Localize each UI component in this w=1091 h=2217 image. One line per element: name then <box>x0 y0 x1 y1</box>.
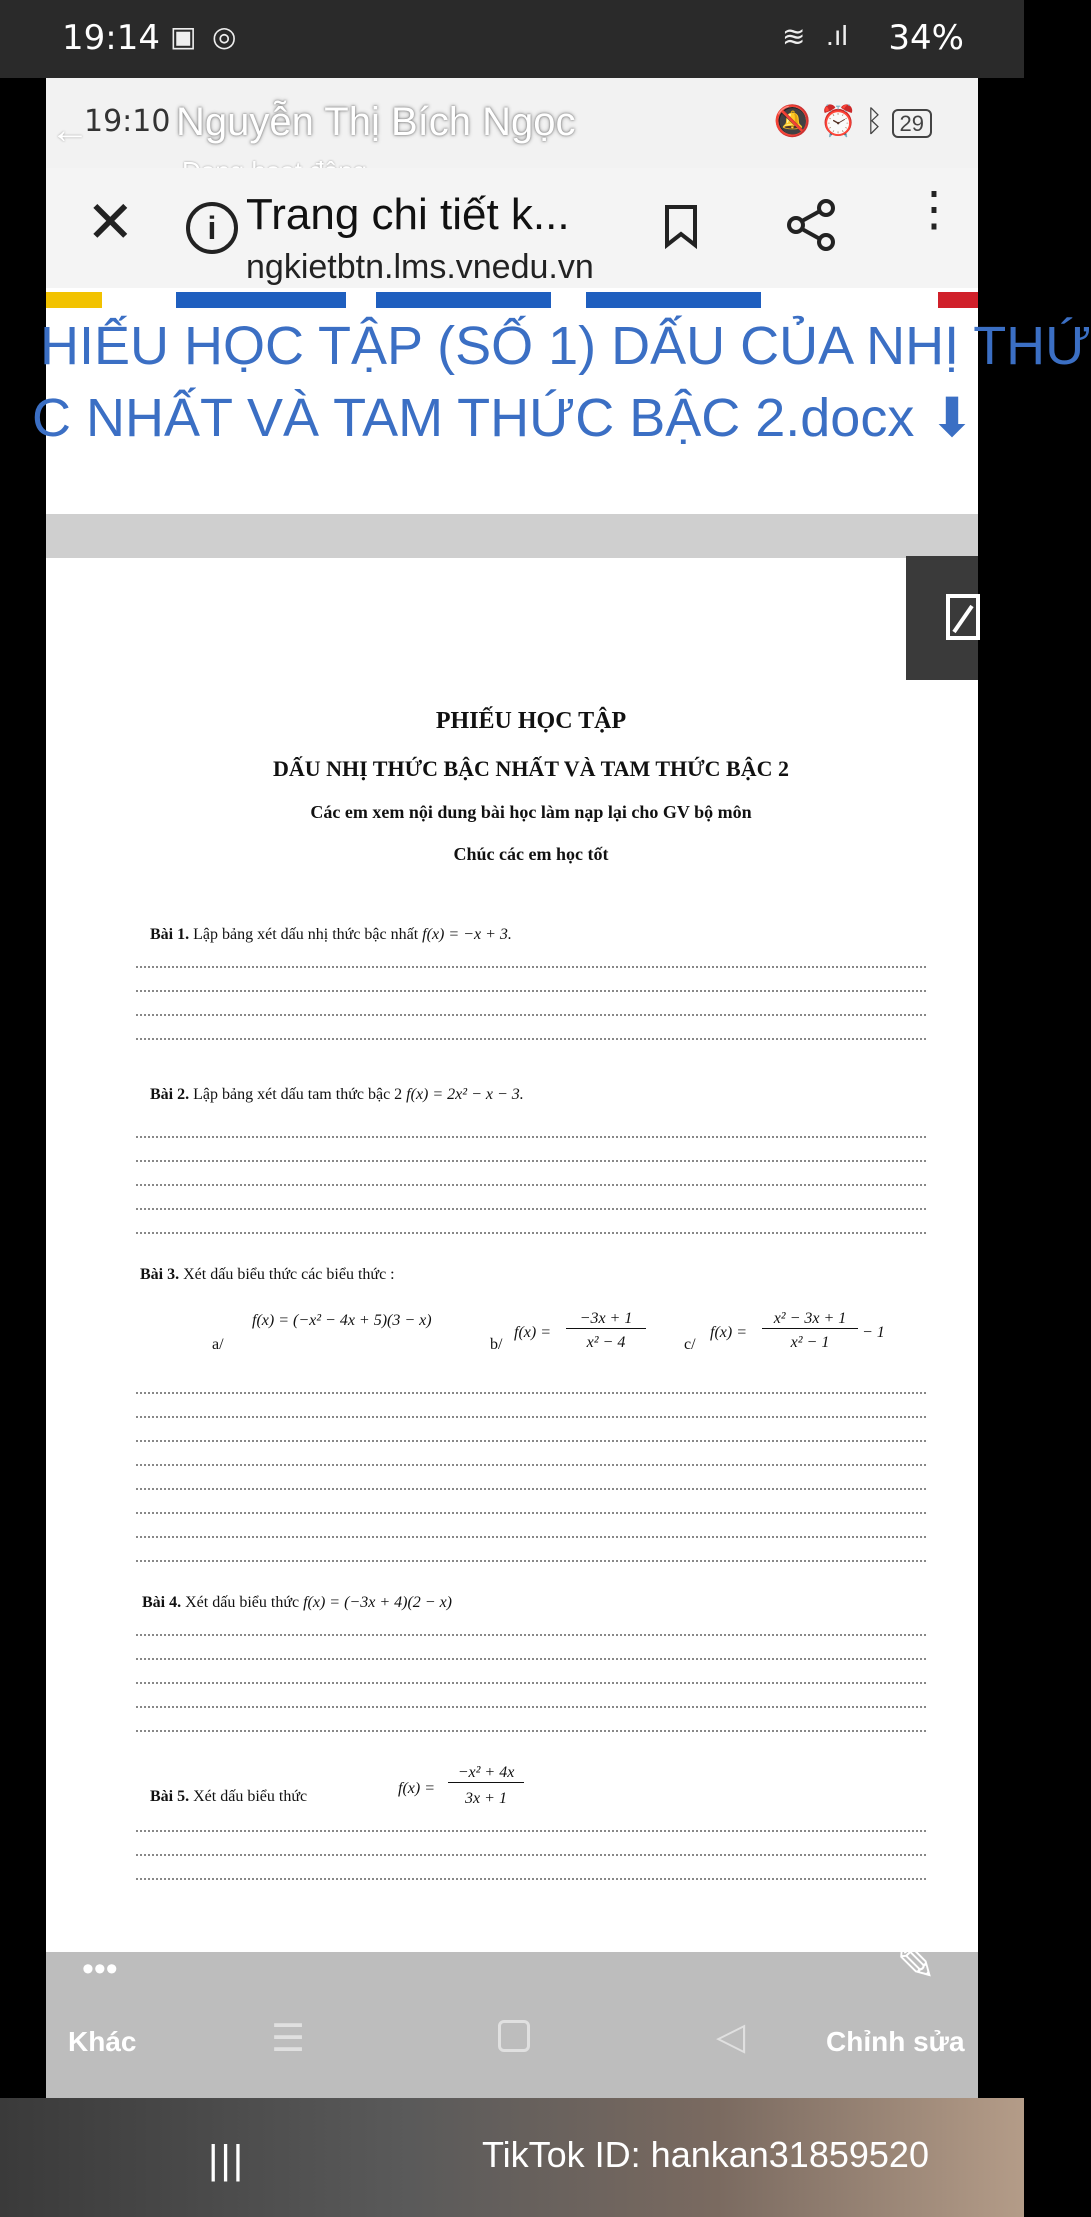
exercise-5-denominator: 3x + 1 <box>465 1790 507 1807</box>
exercise-3b-numerator: −3x + 1 <box>566 1310 646 1329</box>
exercise-3c-denominator: x² − 1 <box>790 1334 830 1351</box>
exercise-5-numerator: −x² + 4x <box>448 1764 524 1783</box>
document-link[interactable] <box>32 310 1091 454</box>
answer-line <box>136 1464 926 1466</box>
back-arrow-icon[interactable]: ← <box>50 108 90 152</box>
answer-line <box>136 1730 926 1732</box>
close-icon[interactable]: ✕ <box>86 190 135 255</box>
answer-line <box>136 1512 926 1514</box>
divider-band <box>46 514 978 558</box>
exercise-5-label: Bài 5. <box>150 1788 190 1805</box>
answer-line <box>136 1560 926 1562</box>
answer-line <box>136 1658 926 1660</box>
edit-button[interactable]: Chỉnh sửa <box>826 2026 965 2057</box>
outer-status-bar <box>0 0 1024 78</box>
exercise-3 <box>140 1266 395 1284</box>
answer-line <box>136 1392 926 1394</box>
info-icon[interactable]: i <box>186 202 238 254</box>
strip-blue-2 <box>376 292 551 308</box>
answer-line <box>136 1160 926 1162</box>
answer-line <box>136 1634 926 1636</box>
news-app-icon: ▣ <box>170 21 197 52</box>
strip-red <box>938 292 978 308</box>
exercise-5 <box>150 1788 307 1806</box>
worksheet-wish: Chúc các em học tốt <box>453 844 609 864</box>
answer-line <box>136 1136 926 1138</box>
page-title: Trang chi tiết k... <box>246 190 570 239</box>
inner-status-time: 19:10 <box>84 104 171 139</box>
exercise-3a-formula: f(x) = (−x² − 4x + 5)(3 − x) <box>252 1312 432 1329</box>
answer-line <box>136 1854 926 1856</box>
bookmark-icon[interactable] <box>664 204 698 248</box>
exercise-3-text: Xét dấu biểu thức các biểu thức : <box>183 1266 395 1283</box>
exercise-3b-label: b/ <box>490 1336 503 1353</box>
signal-icon: .ıl <box>826 20 848 51</box>
worksheet-title: PHIẾU HỌC TẬP <box>435 708 627 734</box>
answer-line <box>136 966 926 968</box>
answer-line <box>136 1440 926 1442</box>
answer-line <box>136 1184 926 1186</box>
menu-icon[interactable]: ☰ <box>271 2018 306 2060</box>
answer-line <box>136 1208 926 1210</box>
exercise-4-text: Xét dấu biểu thức <box>185 1594 300 1611</box>
doc-title-line1: HIẾU HỌC TẬP (SỐ 1) DẤU CỦA NHỊ THỨ <box>40 316 1091 376</box>
exercise-5-text: Xét dấu biểu thức <box>193 1788 308 1805</box>
dots-icon[interactable]: ••• <box>82 1950 118 1988</box>
exercise-3c-lhs: f(x) = <box>710 1324 747 1341</box>
screenshot-frame <box>32 78 1091 2098</box>
worksheet-subtitle: DẤU NHỊ THỨC BẬC NHẤT VÀ TAM THỨC BẬC 2 <box>272 756 790 781</box>
pen-icon[interactable]: ✎ <box>896 1938 937 1991</box>
strip-blue-1 <box>176 292 346 308</box>
answer-line <box>136 1488 926 1490</box>
exercise-3c-label: c/ <box>684 1336 696 1353</box>
exercise-1 <box>150 926 512 944</box>
exercise-3b-denominator: x² − 4 <box>586 1334 626 1351</box>
more-button[interactable]: Khác <box>68 2026 137 2057</box>
mute-icon: 🔕 <box>773 105 812 138</box>
answer-line <box>136 1038 926 1040</box>
color-strip <box>46 292 978 308</box>
exercise-2-formula: f(x) = 2x² − x − 3. <box>406 1086 524 1103</box>
exercise-3a-label: a/ <box>212 1336 224 1353</box>
exercise-3c-numerator: x² − 3x + 1 <box>762 1310 858 1329</box>
exercise-2 <box>150 1086 524 1104</box>
home-icon[interactable] <box>498 2020 530 2052</box>
exercise-1-formula: f(x) = −x + 3. <box>422 926 512 943</box>
outer-status-time: 19:14 <box>62 18 160 58</box>
exercise-4-formula: f(x) = (−3x + 4)(2 − x) <box>303 1594 452 1611</box>
wifi-icon: ≋ <box>782 21 806 52</box>
strip-blue-3 <box>586 292 761 308</box>
exercise-4 <box>142 1594 452 1612</box>
exercise-3c-rhs: − 1 <box>862 1324 885 1341</box>
worksheet <box>136 618 926 1918</box>
inner-status-icons <box>774 104 932 139</box>
exercise-3-label: Bài 3. <box>140 1266 180 1283</box>
exercise-2-label: Bài 2. <box>150 1086 190 1103</box>
exercise-5-lhs: f(x) = <box>398 1780 435 1797</box>
answer-line <box>136 1830 926 1832</box>
chat-contact-name: Nguyễn Thị Bích Ngọc <box>176 100 576 144</box>
answer-line <box>136 1232 926 1234</box>
messenger-icon: ◎ <box>212 21 237 52</box>
tiktok-watermark: TikTok ID: hankan31859520 <box>482 2134 929 2175</box>
back-icon[interactable]: ◁ <box>716 2016 746 2058</box>
answer-line <box>136 1416 926 1418</box>
inner-status-bar <box>46 78 978 168</box>
doc-title-line2: C NHẤT VÀ TAM THỨC BẬC 2.docx <box>32 388 915 448</box>
exercise-2-text: Lập bảng xét dấu tam thức bậc 2 <box>193 1086 403 1103</box>
answer-line <box>136 990 926 992</box>
share-icon[interactable] <box>784 198 838 252</box>
answer-line <box>136 1682 926 1684</box>
answer-line <box>136 1878 926 1880</box>
exercise-1-text: Lập bảng xét dấu nhị thức bậc nhất <box>193 926 419 943</box>
strip-yellow <box>46 292 102 308</box>
alarm-icon: ⏰ <box>819 105 857 138</box>
worksheet-note: Các em xem nội dung bài học làm nạp lại cho GV bộ môn <box>310 802 752 822</box>
more-icon[interactable]: ⋮ <box>910 183 958 236</box>
exercise-4-label: Bài 4. <box>142 1594 182 1611</box>
battery-badge: 29 <box>892 109 932 138</box>
download-icon[interactable]: ⬇ <box>929 388 975 448</box>
exercise-1-label: Bài 1. <box>150 926 190 943</box>
outer-battery-text: 34% <box>888 18 964 58</box>
answer-line <box>136 1706 926 1708</box>
answer-line <box>136 1536 926 1538</box>
browser-toolbar <box>46 168 978 288</box>
page-url: ngkietbtn.lms.vnedu.vn <box>246 248 594 286</box>
exercise-3b-lhs: f(x) = <box>514 1324 551 1341</box>
bluetooth-icon: ᛒ <box>865 105 884 138</box>
recents-nav-icon[interactable]: ||| <box>208 2138 246 2182</box>
answer-line <box>136 1014 926 1016</box>
